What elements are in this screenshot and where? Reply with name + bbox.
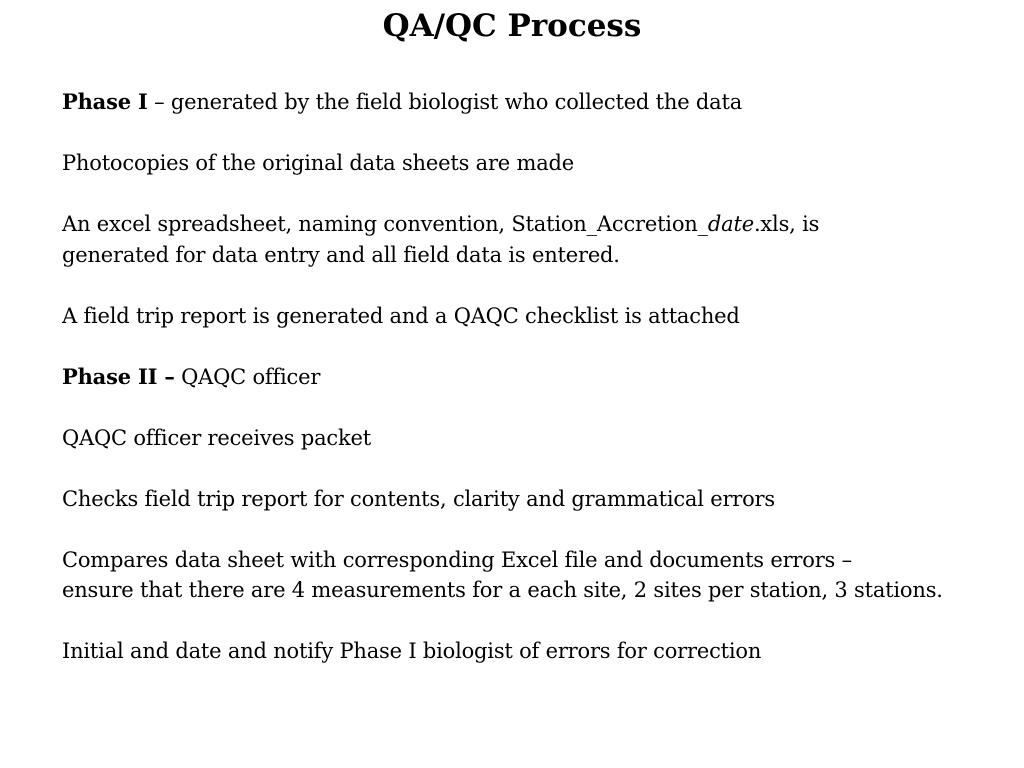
phase-1-description: – generated by the field biologist who collected the data <box>147 90 743 114</box>
receives-packet-text: QAQC officer receives packet <box>62 425 371 450</box>
phase-1-label: Phase I <box>62 89 148 114</box>
slide-body <box>62 87 1002 697</box>
phase-2-label: Phase II – <box>62 363 175 389</box>
compares-text <box>62 545 1002 606</box>
spreadsheet-text <box>62 209 1002 270</box>
spreadsheet-line-1 <box>62 209 1002 240</box>
slide-title: QA/QC Process <box>382 8 642 44</box>
compares-line-2: ensure that there are 4 measurements for a each site, 2 sites per station, 3 stations. <box>62 578 943 602</box>
field-trip-report-text: A field trip report is generated and a QAQC checklist is attached <box>62 303 740 328</box>
phase-2-heading <box>62 362 1002 393</box>
spreadsheet-date-word: date <box>707 212 754 236</box>
phase-2-description: QAQC officer <box>174 364 321 389</box>
spreadsheet-line-2: generated for data entry and all field data is entered. <box>62 242 620 267</box>
checks-report-text: Checks field trip report for contents, clarity and grammatical errors <box>62 486 775 511</box>
compares-line-1: Compares data sheet with corresponding Excel file and documents errors – <box>62 547 852 572</box>
photocopies-text: Photocopies of the original data sheets are made <box>62 151 574 175</box>
spreadsheet-extension-text: .xls, is <box>753 212 820 236</box>
phase-1-heading <box>62 87 1002 118</box>
initial-notify-text: Initial and date and notify Phase I biologist of errors for correction <box>62 639 762 663</box>
spreadsheet-naming-text: An excel spreadsheet, naming convention, Station_Accretion_ <box>62 212 708 236</box>
